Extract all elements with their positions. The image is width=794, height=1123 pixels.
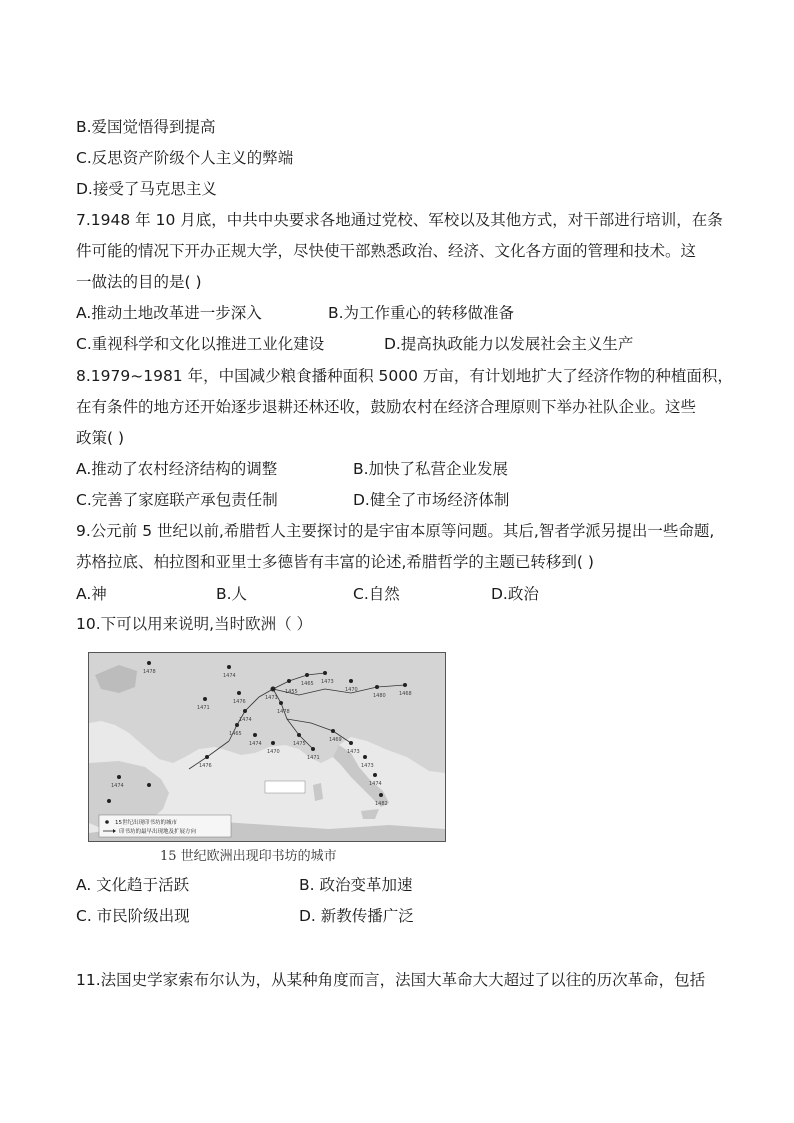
city-year-label: 1474	[249, 741, 262, 747]
city-year-label: 1455	[285, 689, 298, 695]
city-year-label: 1480	[373, 693, 386, 699]
city-dot	[379, 793, 383, 797]
city-dot	[205, 755, 209, 759]
city-dot	[373, 773, 377, 777]
legend-city-symbol	[105, 820, 109, 824]
city-dot	[323, 671, 327, 675]
city-dot	[349, 741, 353, 745]
option-9d: D.政治	[491, 585, 539, 603]
option-8c: C.完善了家庭联产承包责任制	[76, 491, 278, 509]
question-7-line-1: 7.1948 年 10 月底，中共中央要求各地通过党校、军校以及其他方式，对干部进行培训，在条	[76, 211, 723, 229]
city-year-label: 1465	[301, 681, 314, 687]
text-line: C.反思资产阶级个人主义的弊端	[76, 149, 294, 167]
legend-city-label: 15世纪出现印书坊的城市	[115, 820, 177, 826]
option-10b: B. 政治变革加速	[299, 876, 413, 894]
city-year-label: 1478	[143, 669, 156, 675]
city-dot	[363, 755, 367, 759]
map-label-box	[265, 781, 305, 793]
city-dot	[243, 709, 247, 713]
city-year-label: 1470	[267, 749, 280, 755]
option-10d: D. 新教传播广泛	[299, 907, 414, 925]
map-caption: 15 世纪欧洲出现印书坊的城市	[160, 849, 337, 864]
city-dot	[271, 687, 276, 692]
europe-printing-map	[88, 652, 446, 842]
option-9c: C.自然	[353, 585, 400, 603]
city-dot	[253, 733, 257, 737]
option-7a: A.推动土地改革进一步深入	[76, 304, 262, 322]
city-dot	[271, 741, 275, 745]
city-year-label: 1469	[329, 737, 342, 743]
city-dot	[235, 723, 239, 727]
question-11-line: 11.法国史学家索布尔认为，从某种角度而言，法国大革命大大超过了以往的历次革命，包括	[76, 971, 706, 989]
city-dot	[117, 775, 121, 779]
city-dot	[107, 799, 111, 803]
city-year-label: 1473	[361, 763, 374, 769]
city-year-label: 1468	[399, 691, 412, 697]
city-year-label: 1474	[111, 783, 124, 789]
city-dot	[203, 697, 207, 701]
city-year-label: 1473	[347, 749, 360, 755]
city-dot	[147, 661, 151, 665]
question-9-line-1: 9.公元前 5 世纪以前,希腊哲人主要探讨的是宇宙本原等问题。其后,智者学派另提出一些命题,	[76, 522, 715, 540]
city-year-label: 1482	[375, 801, 388, 807]
option-10c: C. 市民阶级出现	[76, 907, 190, 925]
option-8b: B.加快了私营企业发展	[353, 460, 509, 478]
question-9-line-2: 苏格拉底、柏拉图和亚里士多德皆有丰富的论述,希腊哲学的主题已转移到( )	[76, 553, 594, 571]
text-line: D.接受了马克思主义	[76, 180, 217, 198]
text-line: B.爱国觉悟得到提高	[76, 118, 216, 136]
city-year-label: 1471	[265, 695, 278, 701]
map-svg	[89, 653, 445, 841]
city-dot	[403, 683, 407, 687]
question-7-line-2: 件可能的情况下开办正规大学，尽快使干部熟悉政治、经济、文化各方面的管理和技术。这	[76, 242, 697, 260]
question-10-line: 10.下可以用来说明,当时欧洲（ ）	[76, 615, 313, 633]
option-9a: A.神	[76, 585, 107, 603]
option-7b: B.为工作重心的转移做准备	[328, 304, 515, 322]
city-year-label: 1474	[239, 717, 252, 723]
city-dot	[227, 665, 231, 669]
city-year-label: 1471	[197, 705, 210, 711]
city-dot	[375, 685, 379, 689]
option-8a: A.推动了农村经济结构的调整	[76, 460, 278, 478]
city-year-label: 1474	[369, 781, 382, 787]
city-dot	[305, 673, 309, 677]
option-10a: A. 文化趋于活跃	[76, 876, 190, 894]
city-dot	[297, 733, 301, 737]
question-8-line-2: 在有条件的地方还开始逐步退耕还林还收，鼓励农村在经济合理原则下举办社队企业。这些	[76, 398, 697, 416]
question-7-line-3: 一做法的目的是( )	[76, 273, 202, 291]
option-7d: D.提高执政能力以发展社会主义生产	[384, 335, 634, 353]
question-8-line-1: 8.1979~1981 年，中国减少粮食播种面积 5000 万亩，有计划地扩大了经济作物的种植面积，	[76, 367, 733, 385]
legend-route-label: 印书坊的最早出现地及扩展方向	[119, 829, 197, 835]
option-7c: C.重视科学和文化以推进工业化建设	[76, 335, 325, 353]
city-year-label: 1476	[199, 763, 212, 769]
city-year-label: 1474	[223, 673, 236, 679]
city-year-label: 1478	[277, 709, 290, 715]
city-dot	[331, 729, 335, 733]
city-year-label: 1471	[307, 755, 320, 761]
city-year-label: 1465	[229, 731, 242, 737]
city-year-label: 1473	[321, 679, 334, 685]
city-dot	[279, 701, 283, 705]
city-dot	[349, 679, 353, 683]
city-dot	[311, 747, 315, 751]
city-dot	[237, 691, 241, 695]
option-8d: D.健全了市场经济体制	[353, 491, 510, 509]
city-dot	[147, 783, 151, 787]
city-dot	[287, 679, 291, 683]
city-year-label: 1470	[345, 687, 358, 693]
option-9b: B.人	[216, 585, 248, 603]
city-year-label: 1475	[293, 741, 306, 747]
question-8-line-3: 政策( )	[76, 429, 125, 447]
city-year-label: 1476	[233, 699, 246, 705]
